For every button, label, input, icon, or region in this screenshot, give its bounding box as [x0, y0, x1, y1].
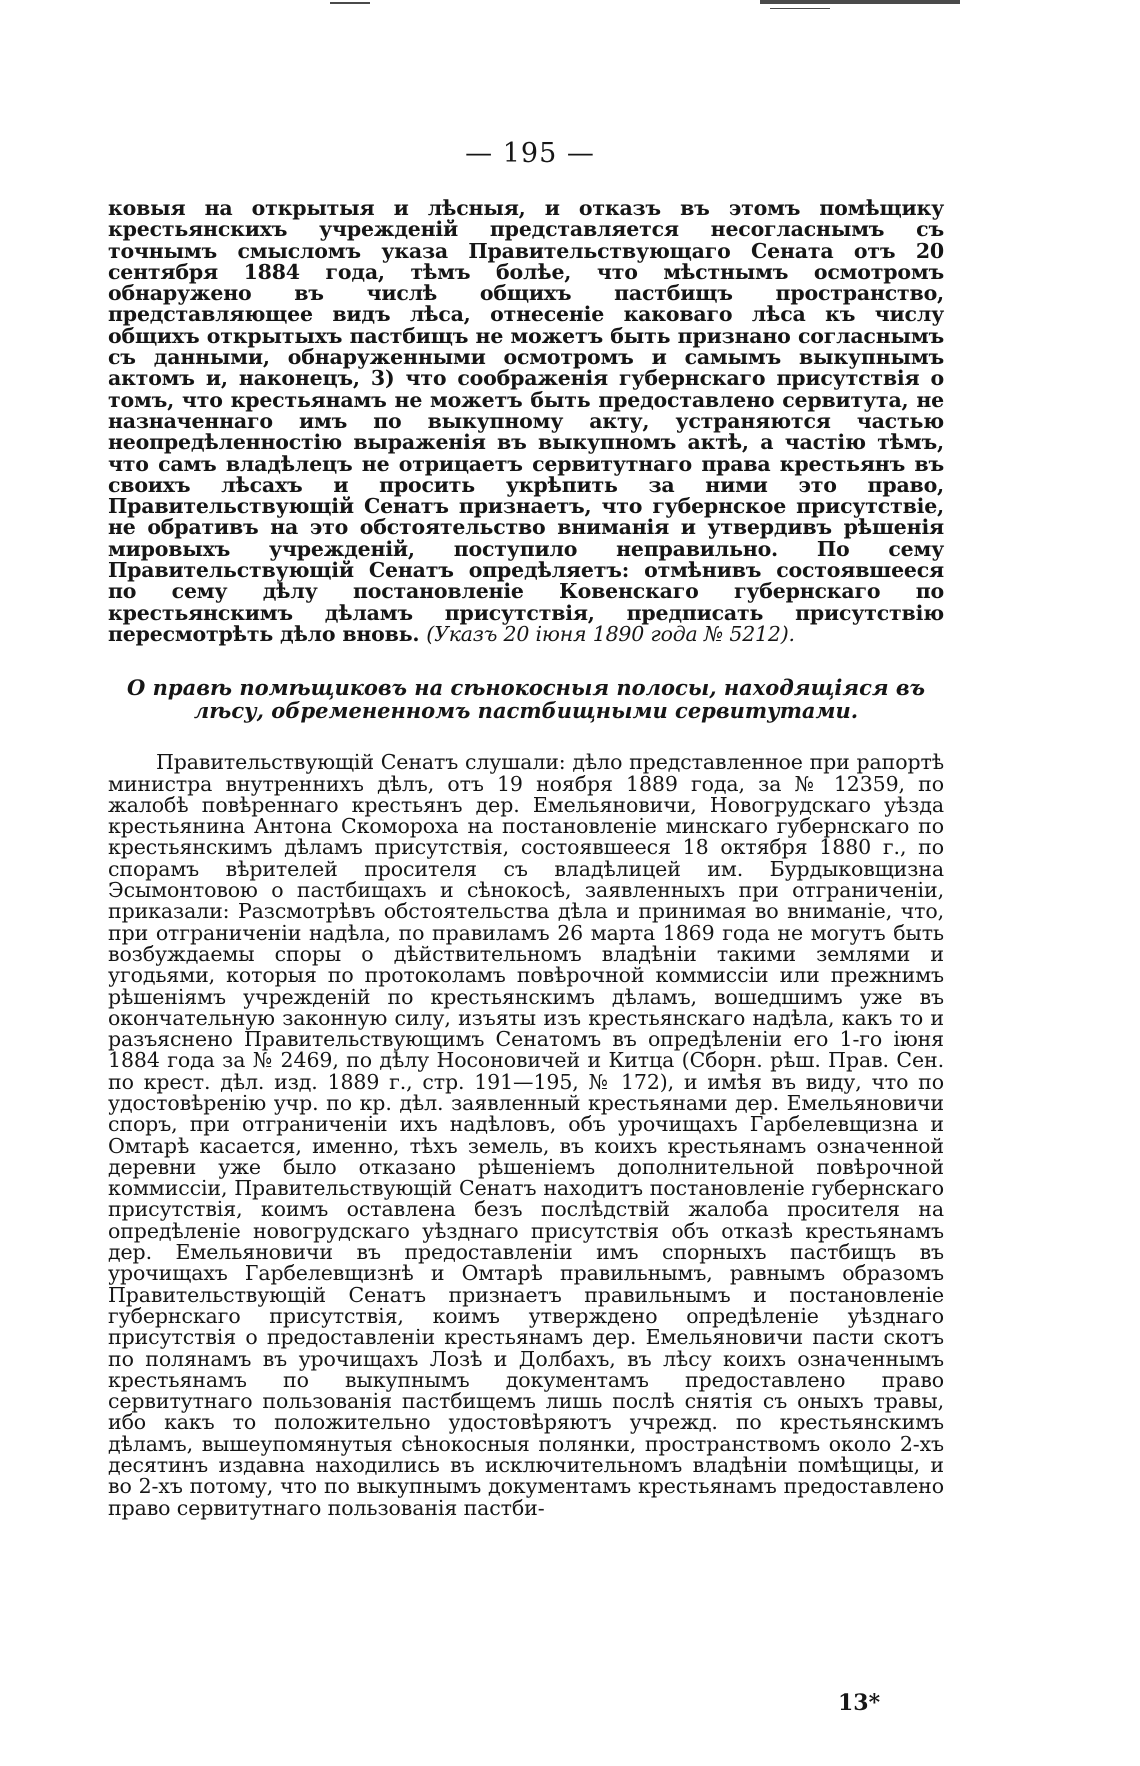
signature-mark: 13*: [838, 1690, 881, 1716]
paragraph-continuation-text: ковыя на открытыя и лѣсныя, и отказъ въ этомъ помѣщику крестьянскихъ учрежденій представляется несогласнымъ съ точнымъ смысломъ указа Правительствующаго Сената отъ 20 сентября 1884 года, тѣмъ болѣе, что мѣстнымъ осмотромъ обнаружено въ числѣ общихъ пастбищъ пространство, представляющее видъ лѣса, отнесеніе каковаго лѣса къ числу общихъ открытыхъ пастбищъ не можетъ быть признано согласнымъ съ данными, обнаруженными осмотромъ и самымъ выкупнымъ актомъ и, наконецъ, 3) что соображенія губернскаго присутствія о томъ, что крестьянамъ не можетъ быть предоставлено сервитута, не назначеннаго имъ по выкупному акту, устраняются частью неопредѣленностію выраженія въ выкупномъ актѣ, а частію тѣмъ, что самъ владѣлецъ не отрицаетъ сервитутнаго права крестьянъ въ своихъ лѣсахъ и просить укрѣпить за ними это право, Правительствующій Сенатъ признаетъ, что губернское присутствіе, не обративъ на это обстоятельство вниманія и утвердивъ рѣшенія мировыхъ учрежденій, поступило неправильно. По сему Правительствующій Сенатъ опредѣляетъ: отмѣнивъ состоявшееся по сему дѣлу постановленіе Ковенскаго губернскаго по крестьянскимъ дѣламъ присутствія, предписать присутствію пересмотрѣть дѣло вновь.: [108, 196, 944, 646]
section-heading: О правѣ помѣщиковъ на сѣнокосныя полосы, находящіяся въ лѣсу, обремененномъ пастбищными сервитутами.: [127, 675, 925, 724]
page-body: [108, 198, 944, 1519]
page-number: — 195 —: [465, 138, 595, 169]
paragraph-continuation: [108, 198, 944, 645]
decree-citation: (Указъ 20 іюня 1890 года № 5212).: [426, 621, 795, 646]
scan-edge-marks: [330, 0, 970, 12]
paragraph-senate-ruling: Правительствующій Сенатъ слушали: дѣло представленное при рапортѣ министра внутреннихъ дѣлъ, отъ 19 ноября 1889 года, за № 12359, по жалобѣ повѣреннаго крестьянъ дер. Емельяновичи, Новогрудскаго уѣзда крестьянина Антона Скомороха на постановленіе минскаго губернскаго по крестьянскимъ дѣламъ присутствія, состоявшееся 18 октября 1880 г., по спорамъ вѣрителей просителя съ владѣлицей им. Бурдыковщизна Эсымонтовою о пастбищахъ и сѣнокосѣ, заявленныхъ при отграниченіи, приказали: Разсмотрѣвъ обстоятельства дѣла и принимая во вниманіе, что, при отграниченіи надѣла, по правиламъ 26 марта 1869 года не могутъ быть возбуждаемы споры о дѣйствительномъ владѣніи такими землями и угодьями, которыя по протоколамъ повѣрочной коммиссіи или прежнимъ рѣшеніямъ учрежденій по крестьянскимъ дѣламъ, вошедшимъ уже въ окончательную законную силу, изъяты изъ крестьянскаго надѣла, какъ то и разъяснено Правительствующимъ Сенатомъ въ опредѣленіи его 1-го іюня 1884 года за № 2469, по дѣлу Носоновичей и Китца (Сборн. рѣш. Прав. Сен. по крест. дѣл. изд. 1889 г., стр. 191—195, № 172), и имѣя въ виду, что по удостовѣренію учр. по кр. дѣл. заявленный крестьянами дер. Емельяновичи споръ, при отграниченіи ихъ надѣловъ, объ урочищахъ Гарбелевщизна и Омтарѣ касается, именно, тѣхъ земель, въ коихъ крестьянамъ означенной деревни уже было отказано рѣшеніемъ дополнительной повѣрочной коммиссіи, Правительствующій Сенатъ находитъ постановленіе губернскаго присутствія, коимъ оставлена безъ послѣдствій жалоба просителя на опредѣленіе новогрудскаго уѣзднаго присутствія объ отказѣ крестьянамъ дер. Емельяновичи въ предоставленіи имъ спорныхъ пастбищъ въ урочищахъ Гарбелевщизнѣ и Омтарѣ правильнымъ, равнымъ образомъ Правительствующій Сенатъ признаетъ правильнымъ и постановленіе губернскаго присутствія, коимъ утверждено опредѣленіе уѣзднаго присутствія о предоставленіи крестьянамъ дер. Емельяновичи пасти скотъ по полянамъ въ урочищахъ Лозѣ и Долбахъ, въ лѣсу коихъ означеннымъ крестьянамъ по выкупнымъ документамъ предоставлено право сервитутнаго пользованія пастбищемъ лишь послѣ снятія съ оныхъ травы, ибо какъ то положительно удостовѣряютъ учрежд. по крестьянскимъ дѣламъ, вышеупомянутыя сѣнокосныя полянки, пространствомъ около 2-хъ десятинъ издавна находились въ исключительномъ владѣніи помѣщицы, и во 2-хъ потому, что по выкупнымъ документамъ крестьянамъ предоставлено право сервитутнаго пользованія пастби-: [108, 750, 944, 1520]
